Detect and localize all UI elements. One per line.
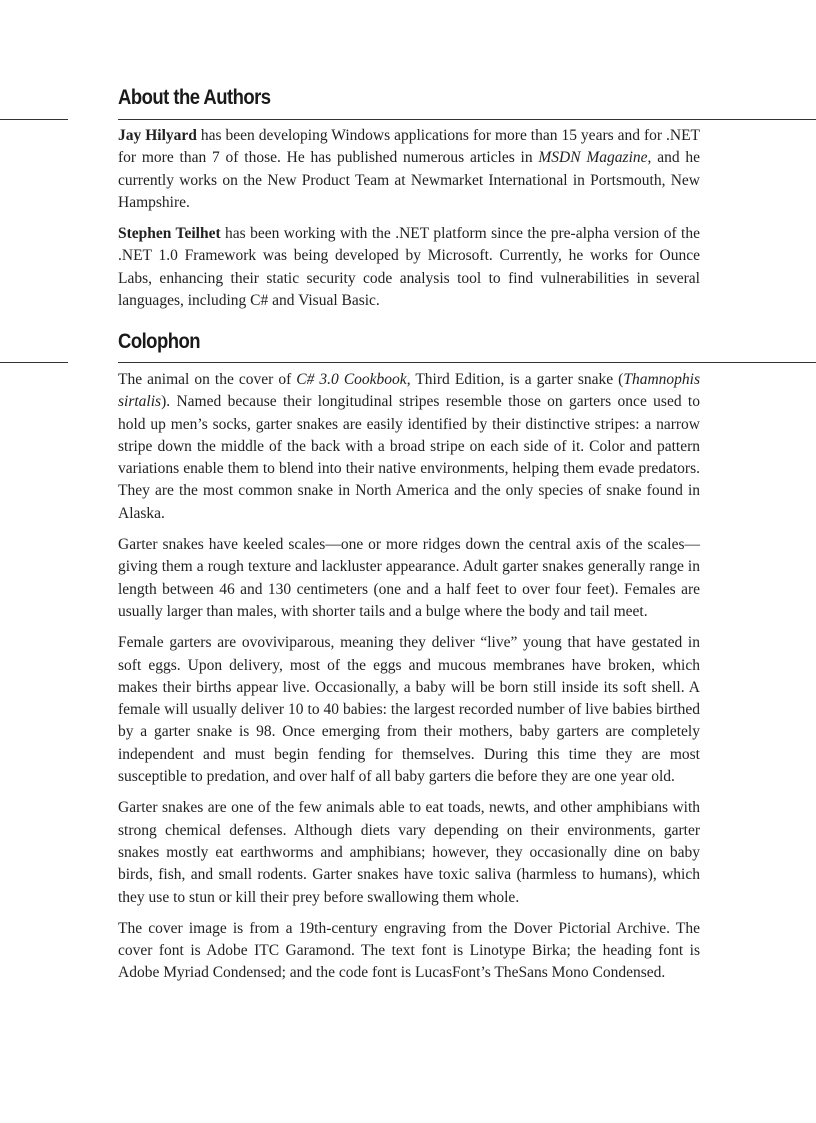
colophon-paragraph-3: Female garters are ovoviviparous, meaning they deliver “live” young that have gestated in soft eggs. Upon delivery, most of the eggs and mucous membranes have broken, which makes their births appear live. Occasionally, a baby will be born still inside its soft shell. A female will usually deliver 10 to 40 babies: the largest recorded number of live babies birthed by a garter snake is 98. Once emerging from their mothers, baby garters are completely independent and must begin fending for themselves. During this time they are most susceptible to predation, and over half of all baby garters die before they are one year old. [118, 634, 700, 786]
magazine-title: MSDN Magazine [538, 149, 648, 167]
author-bio-teilhet [118, 223, 700, 312]
colophon-paragraph-1 [118, 369, 700, 525]
bio-text: has been developing Windows applications for more than 15 years and for .NET for more than 7 of those. He has published numerous articles in [118, 127, 701, 167]
about-authors-body [118, 125, 700, 321]
colophon-paragraph-2: Garter snakes have keeled scales—one or more ridges down the central axis of the scales—giving them a rough texture and lackluster appearance. Adult garter snakes generally range in length between 46 and 130 centimeters (one and a half feet to over four feet). Females are usually larger than males, with shorter tails and a bulge where the body and tail meet. [118, 536, 700, 620]
species-name: Thamnophis sirtalis [118, 371, 701, 411]
colophon-paragraph-4: Garter snakes are one of the few animals able to eat toads, newts, and other amphibians with strong chemical defenses. Although diets vary depending on their environments, garter snakes mostly eat earthworms and amphibians; however, they occasionally dine on baby birds, fish, and small rodents. Garter snakes have toxic saliva (harmless to humans), which they use to stun or kill their prey before swallowing them whole. [118, 799, 700, 906]
paragraph-text: , Third Edition, is a garter snake ( [406, 371, 624, 388]
colophon-paragraph-5: The cover image is from a 19th-century engraving from the Dover Pictorial Archive. The cover font is Adobe ITC Garamond. The text font is Linotype Birka; the heading font is Adobe Myriad Condensed; and the code font is LucasFont’s TheSans Mono Condensed. [118, 919, 700, 982]
author-name-hilyard: Jay Hilyard [118, 127, 197, 144]
author-bio-hilyard [118, 125, 700, 214]
bio-text: has been working with the .NET platform since the pre-alpha version of the .NET 1.0 Framework was being developed by Microsoft. Currently, he works for Ounce Labs, enhancing their static security code analysis tool to find vulnerabilities in several languages, including C# and Visual Basic. [118, 225, 700, 310]
colophon-body [118, 369, 700, 994]
paragraph-text: ). Named because their longitudinal stripes resemble those on garters once used to hold up men’s socks, garter snakes are easily identified by their distinctive stripes: a narrow stripe down the middle of the back with a broad stripe on each side of it. Color and pattern variations enable them to blend into their native environments, helping them evade predators. They are the most common snake in North America and the only species of snake found in Alaska. [118, 393, 700, 522]
paragraph-text: The animal on the cover of [118, 371, 297, 388]
book-title: C# 3.0 Cookbook [296, 371, 407, 388]
bio-text: , and he currently works on the New Product Team at Newmarket International in Portsmouth, New Hampshire. [118, 149, 700, 211]
author-name-teilhet: Stephen Teilhet [118, 225, 221, 243]
heading-rule-left [0, 362, 68, 363]
heading-rule-left [0, 119, 68, 120]
about-authors-heading: About the Authors [118, 86, 271, 109]
colophon-heading: Colophon [118, 330, 200, 353]
heading-rule-right [118, 362, 816, 363]
heading-rule-right [118, 119, 816, 120]
